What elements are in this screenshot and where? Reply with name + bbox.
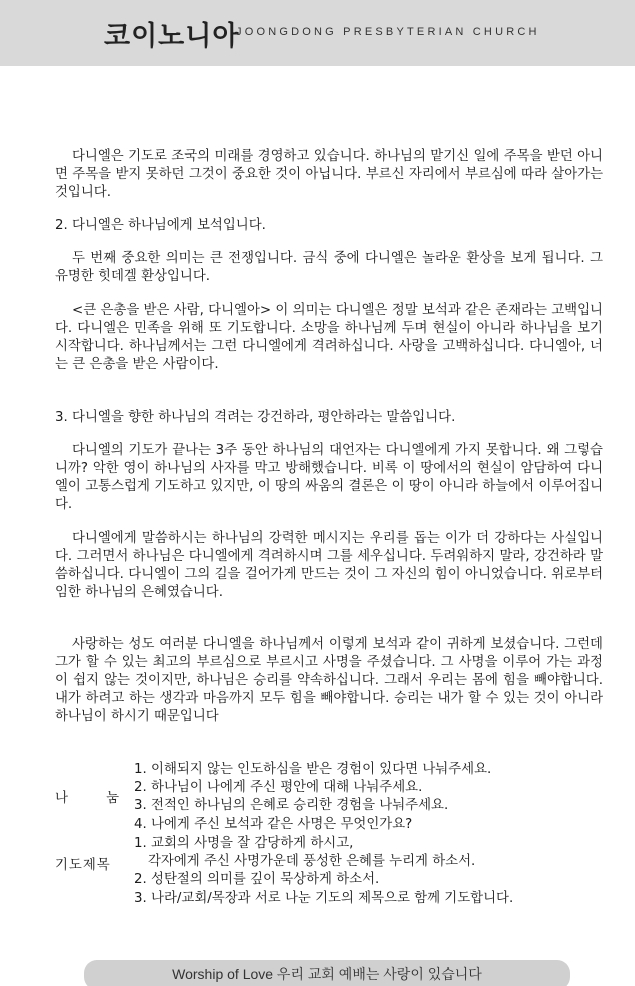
header-subtitle: JOONGDONG PRESBYTERIAN CHURCH bbox=[236, 26, 540, 38]
paragraph-6: 사랑하는 성도 여러분 다니엘을 하나님께서 이렇게 보석과 같이 귀하게 보셨습니다. 그런데 그가 할 수 있는 최고의 부르심으로 부르시고 사명을 주셨습니다. 그 사명을 이루어 가는 과정이 쉽지 않는 것이지만, 하나님은 승리를 약속하십니다. 그래서 우리는 몸에 힘을 빼야합니다. 내가 하려고 하는 생각과 마음까지 모두 힘을 빼야합니다. 승리는 내가 할 수 있는 것이 아니라 하나님이 하시기 때문입니다 bbox=[55, 637, 603, 724]
prayer-item-1: 1. 교회의 사명을 잘 감당하게 하시고, bbox=[134, 836, 354, 851]
paragraph-4: 다니엘의 기도가 끝나는 3주 동안 하나님의 대언자는 다니엘에게 가지 못합니다. 왜 그렇습니까? 악한 영이 하나님의 사자를 막고 방해했습니다. 비록 이 땅에서의 현실이 암담하여 다니엘이 고통스럽게 기도하고 있지만, 이 땅의 싸움의 결론은 이 땅이 아니라 하늘에서 이루어집니다. bbox=[55, 443, 603, 512]
section-heading-2: 2. 다니엘은 하나님에게 보석입니다. bbox=[55, 218, 266, 233]
footer-banner bbox=[84, 960, 570, 986]
footer-text: Worship of Love 우리 교회 예배는 사랑이 있습니다 bbox=[172, 966, 482, 982]
sharing-label bbox=[55, 787, 119, 806]
header-title: 코이노니아 bbox=[104, 21, 240, 52]
paragraph-2: 두 번째 중요한 의미는 큰 전쟁입니다. 금식 중에 다니엘은 놀라운 환상을 보게 됩니다. 그 유명한 힛데겔 환상입니다. bbox=[55, 251, 603, 284]
paragraph-1: 다니엘은 기도로 조국의 미래를 경영하고 있습니다. 하나님의 맡기신 일에 주목을 받던 아니면 주목을 받지 못하던 그것이 중요한 것이 아닙니다. 부르신 자리에서 부르심에 따라 살아가는 것입니다. bbox=[55, 149, 603, 200]
sharing-label-a: 나 bbox=[55, 791, 68, 806]
prayer-item-1-continued: 각자에게 주신 사명가운데 풍성한 은혜를 누리게 하소서. bbox=[148, 854, 476, 870]
sharing-item: 2. 하나님이 나에게 주신 평안에 대해 나눠주세요. bbox=[134, 780, 423, 796]
prayer-list bbox=[134, 835, 513, 908]
sharing-item: 1. 이해되지 않는 인도하심을 받은 경험이 있다면 나눠주세요. bbox=[134, 762, 492, 777]
paragraph-5: 다니엘에게 말씀하시는 하나님의 강력한 메시지는 우리를 돕는 이가 더 강하다는 사실입니다. 그러면서 하나님은 다니엘에게 격려하시며 그를 세우십니다. 두려워하지 말라, 강건하라 말씀하십니다. 다니엘이 그의 길을 걸어가게 만드는 것이 그 자신의 힘이 아니었습니다. 위로부터 임한 하나님의 은혜였습니다. bbox=[55, 531, 603, 600]
section-heading-3: 3. 다니엘을 향한 하나님의 격려는 강건하라, 평안하라는 말씀입니다. bbox=[55, 410, 456, 425]
sharing-list bbox=[134, 761, 491, 834]
paragraph-3: <큰 은총을 받은 사람, 다니엘아> 이 의미는 다니엘은 정말 보석과 같은 존재라는 고백입니다. 다니엘은 민족을 위해 또 기도합니다. 소망을 하나님께 두며 현실이 아니라 하나님을 보기 시작합니다. 하나님께서는 그런 다니엘에게 격려하십니다. 사랑을 고백하십니다. 다니엘아, 너는 큰 은총을 받은 사람이다. bbox=[55, 303, 603, 372]
prayer-item-2: 2. 성탄절의 의미를 깊이 묵상하게 하소서. bbox=[134, 872, 380, 888]
sharing-item: 3. 전적인 하나님의 은혜로 승리한 경험을 나눠주세요. bbox=[134, 798, 449, 814]
sharing-item: 4. 나에게 주신 보석과 같은 사명은 무엇인가요? bbox=[134, 816, 413, 832]
prayer-label: 기도제목 bbox=[55, 858, 111, 873]
sharing-label-b: 눔 bbox=[106, 791, 119, 806]
header-bar bbox=[0, 0, 635, 66]
prayer-item-3: 3. 나라/교회/목장과 서로 나눈 기도의 제목으로 함께 기도합니다. bbox=[134, 890, 514, 906]
